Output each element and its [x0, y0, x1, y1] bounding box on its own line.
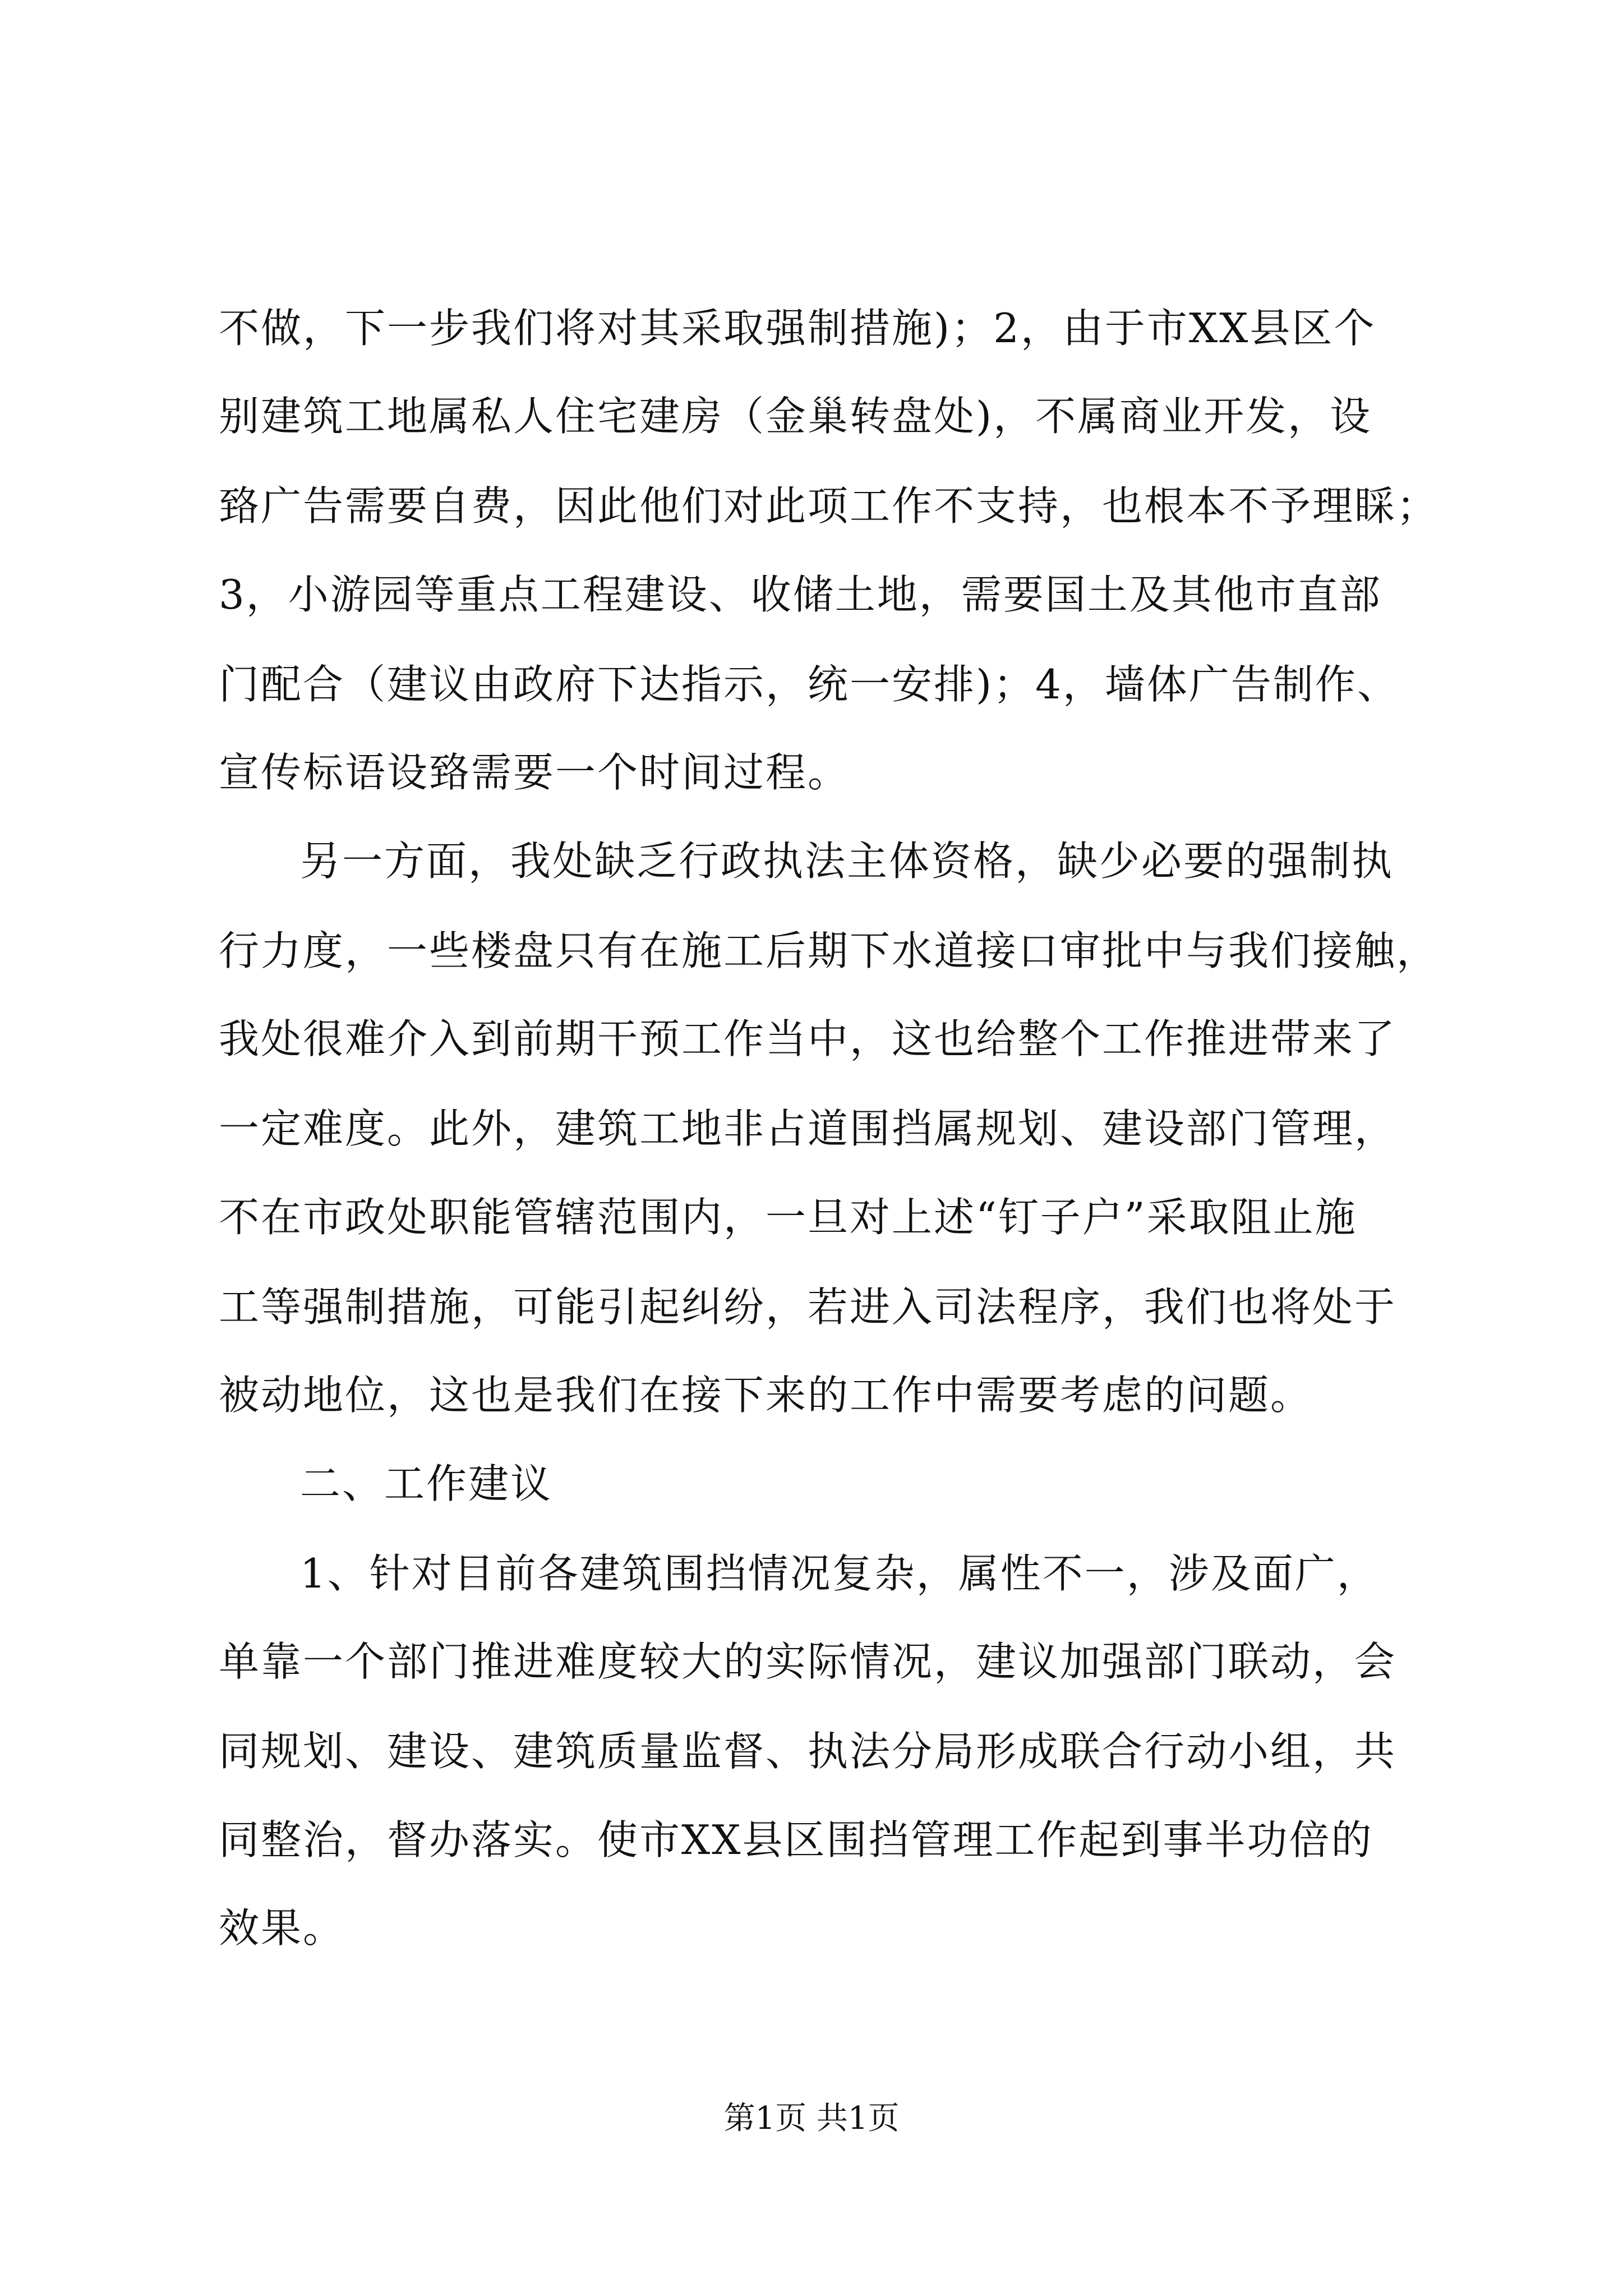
- text-line: 不在市政处职能管辖范围内，一旦对上述“钉子户”采取阻止施: [219, 1194, 1357, 1241]
- section-heading: 二、工作建议: [300, 1460, 553, 1507]
- text-line: 宣传标语设臵需要一个时间过程。: [219, 749, 850, 796]
- text-line: 臵广告需要自费，因此他们对此项工作不支持，也根本不予理睬；: [219, 482, 1439, 530]
- text-line: 3，小游园等重点工程建设、收储土地，需要国土及其他市直部: [219, 571, 1382, 618]
- text-line: 行力度，一些楼盘只有在施工后期下水道接口审批中与我们接触，: [219, 927, 1439, 974]
- text-line: 效果。: [219, 1904, 345, 1952]
- page-number-footer: 第1页 共1页: [723, 2100, 900, 2137]
- text-line: 被动地位，这也是我们在接下来的工作中需要考虑的问题。: [219, 1372, 1313, 1419]
- text-line: 同规划、建设、建筑质量监督、执法分局形成联合行动小组，共: [219, 1728, 1397, 1775]
- text-line: 工等强制措施，可能引起纠纷，若进入司法程序，我们也将处于: [219, 1283, 1397, 1331]
- paragraph-first-line: 另一方面，我处缺乏行政执法主体资格，缺少必要的强制执: [300, 838, 1394, 885]
- paragraph-first-line: 1、针对目前各建筑围挡情况复杂，属性不一，涉及面广，: [300, 1550, 1379, 1597]
- text-line: 单靠一个部门推进难度较大的实际情况，建议加强部门联动，会: [219, 1638, 1397, 1685]
- text-line: 同整治，督办落实。使市XX县区围挡管理工作起到事半功倍的: [219, 1816, 1373, 1864]
- text-line: 一定难度。此外，建筑工地非占道围挡属规划、建设部门管理，: [219, 1105, 1397, 1152]
- text-line: 门配合（建议由政府下达指示，统一安排)；4，墙体广告制作、: [219, 661, 1399, 708]
- text-line: 我处很难介入到前期干预工作当中，这也给整个工作推进带来了: [219, 1015, 1397, 1062]
- text-line: 别建筑工地属私人住宅建房（金巢转盘处)，不属商业开发，设: [219, 393, 1372, 440]
- text-line: 不做，下一步我们将对其采取强制措施)；2，由于市XX县区个: [219, 305, 1376, 352]
